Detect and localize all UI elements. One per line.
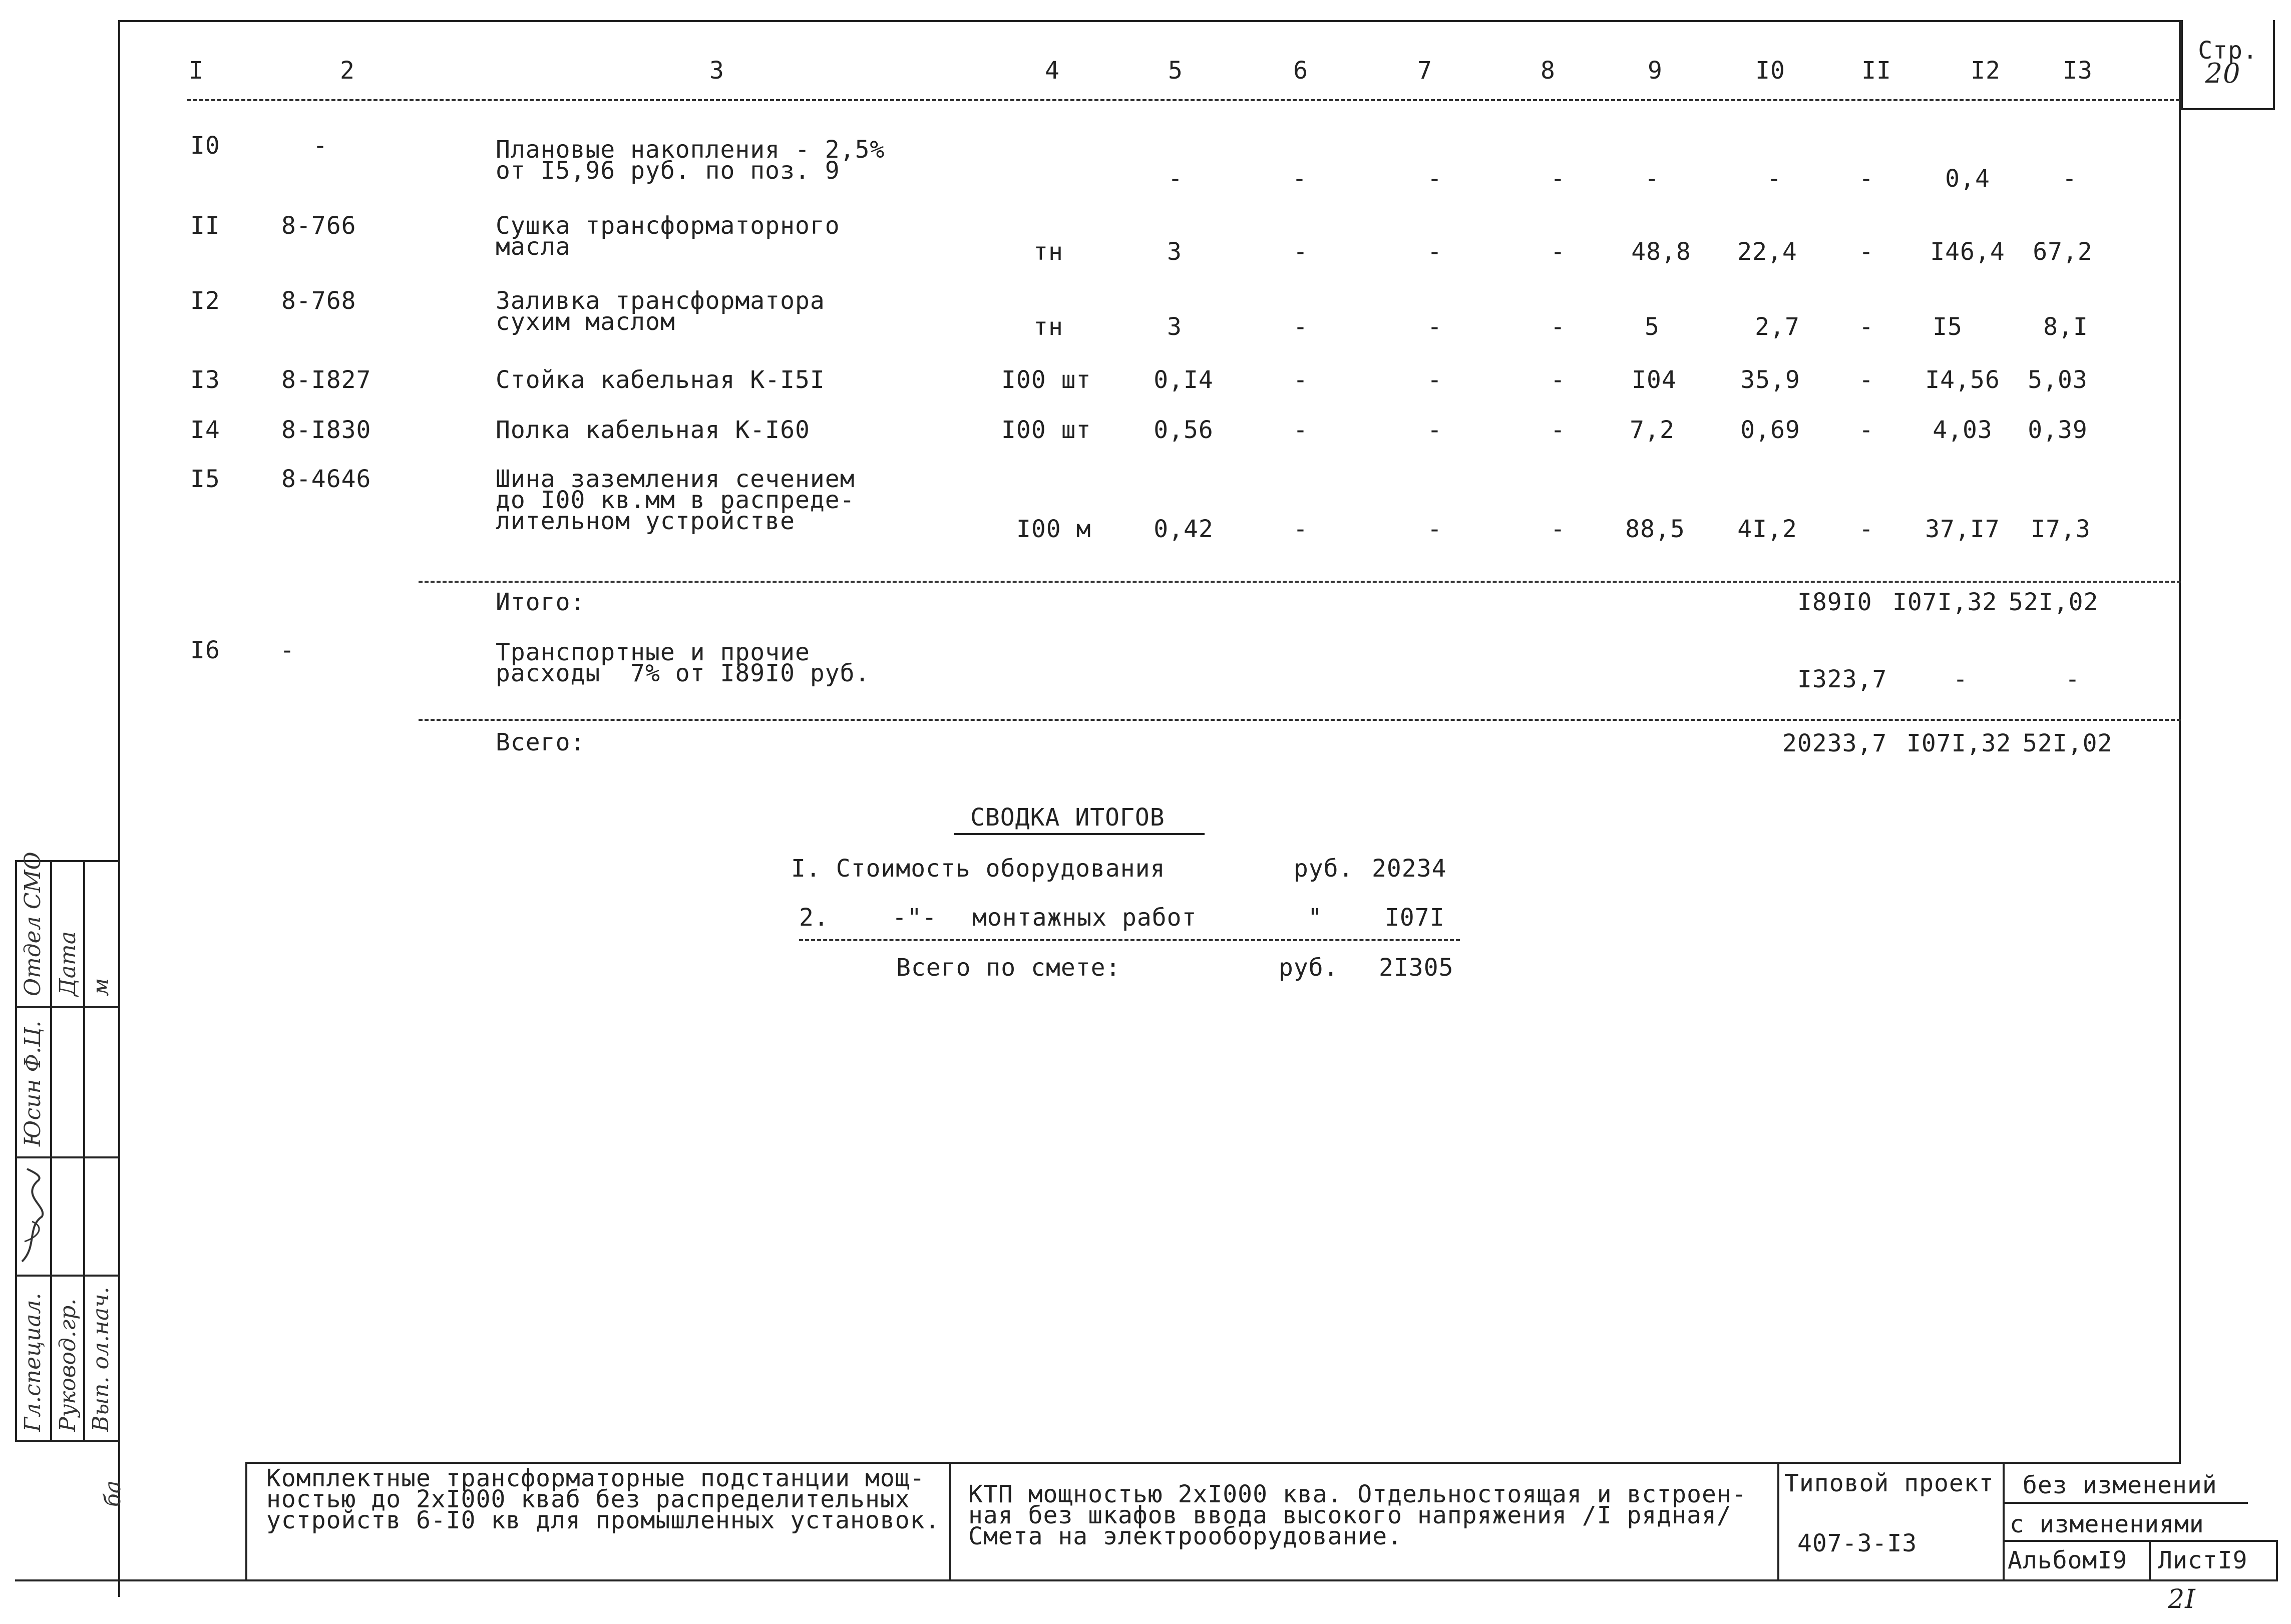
- title-block-bottom: [245, 1579, 2278, 1581]
- cell-c7: -: [1427, 165, 1442, 193]
- cell-qty: 0,56: [1154, 416, 1214, 444]
- side-stamp-col1: [50, 860, 52, 1441]
- col-header-3: 3: [709, 57, 724, 85]
- title-block-div2: [949, 1462, 951, 1581]
- page-stamp-label: Стр.: [2198, 37, 2258, 65]
- cell-c13: 67,2: [2033, 238, 2093, 266]
- cell-c12: I5: [1933, 313, 1963, 341]
- title-block-sheet: ЛистI9: [2158, 1546, 2248, 1574]
- summary-separator-line: [799, 939, 1460, 941]
- cell-unit: I00 м: [1016, 515, 1091, 543]
- side-stamp-m: м: [88, 978, 114, 996]
- row-code: 8-766: [281, 212, 356, 240]
- summary-line2-num: 2.: [799, 904, 829, 932]
- cell-c11: -: [1859, 313, 1874, 341]
- cell-c11: -: [1859, 515, 1874, 543]
- row-desc-line: до I00 кв.мм в распреде-: [496, 486, 855, 514]
- cell-unit: тн: [1033, 238, 1063, 266]
- cell-c13: I7,3: [2031, 515, 2091, 543]
- row-no: I6: [190, 636, 220, 664]
- summary-total-label: Всего по смете:: [896, 954, 1121, 982]
- row-desc-line: расходы 7% от I89I0 руб.: [496, 659, 870, 687]
- title-block-right: [2276, 1540, 2278, 1581]
- itogo-c12: I07I,32: [1892, 588, 1998, 616]
- cell-c8: -: [1551, 165, 1566, 193]
- row-desc-line: Сушка трансформаторного: [496, 212, 840, 240]
- side-stamp-left: [15, 860, 17, 1441]
- frame-left-border: [118, 20, 120, 1597]
- row-desc-line: лительном устройстве: [496, 507, 795, 535]
- vsego-label: Всего:: [496, 728, 586, 756]
- title-block-div4: [2003, 1462, 2005, 1581]
- cell-c7: -: [1427, 313, 1442, 341]
- row-no: II: [190, 212, 220, 240]
- cell-c8: -: [1551, 416, 1566, 444]
- row-desc-line: Стойка кабельная К-I5I: [496, 366, 825, 394]
- col-header-13: I3: [2063, 57, 2093, 85]
- itogo-separator-line: [419, 581, 2181, 583]
- title-block-description-line: устройств 6-I0 кв для промышленных установок.: [266, 1506, 940, 1534]
- row-desc-line: от I5,96 руб. по поз. 9: [496, 157, 840, 185]
- cell-c7: -: [1427, 416, 1442, 444]
- col-header-5: 5: [1168, 57, 1183, 85]
- cell-c9: 5: [1645, 313, 1660, 341]
- cell-c11: -: [1859, 238, 1874, 266]
- cell-unit: I00 шт: [1001, 416, 1091, 444]
- cell-c10: 35,9: [1740, 366, 1800, 394]
- row-code: 8-4646: [281, 465, 371, 493]
- title-block-project-line: ная без шкафов ввода высокого напряжения /I рядная/: [968, 1501, 1732, 1529]
- cell-c6: -: [1168, 165, 1183, 193]
- cell-c10: -: [1767, 165, 1782, 193]
- summary-line1-value: 20234: [1372, 855, 1447, 883]
- cell-c12: 4,03: [1933, 416, 1993, 444]
- row-code: -: [280, 636, 295, 664]
- side-stamp-data: Дата: [55, 931, 81, 996]
- summary-total-value: 2I305: [1379, 954, 1454, 982]
- row-no: I2: [190, 287, 220, 315]
- title-block-top: [245, 1462, 2181, 1464]
- cell-unit: тн: [1033, 313, 1063, 341]
- cell-c13: 5,03: [2028, 366, 2088, 394]
- summary-line2-value: I07I: [1385, 904, 1445, 932]
- row-code: 8-I827: [281, 366, 371, 394]
- row-desc-line: Заливка трансформатора: [496, 287, 825, 315]
- col-header-4: 4: [1045, 57, 1060, 85]
- title-block-album: АльбомI9: [2008, 1546, 2128, 1574]
- cell-qty: 0,42: [1154, 515, 1214, 543]
- vsego-c11: 20233,7: [1782, 729, 1887, 757]
- cell-c9: 48,8: [1631, 238, 1691, 266]
- title-block-project-line: КТП мощностью 2хI000 ква. Отдельностоящая и встроен-: [968, 1480, 1747, 1508]
- summary-line1-label: I. Стоимость оборудования: [791, 855, 1166, 883]
- stamp-box-left: [2181, 20, 2183, 110]
- cell-c10: 4I,2: [1737, 515, 1797, 543]
- vsego-c12: I07I,32: [1906, 729, 2012, 757]
- side-stamp-ba: ба: [100, 1480, 126, 1507]
- row-desc-line: сухим маслом: [496, 308, 675, 336]
- cell-c7: -: [1427, 238, 1442, 266]
- cell-qty: 0,I4: [1154, 366, 1214, 394]
- side-stamp-yusin: Юсин Ф.Ц.: [20, 1020, 46, 1146]
- row-code: -: [313, 132, 328, 160]
- side-stamp-row3: [15, 1275, 120, 1277]
- side-stamp-gl-spec: Гл.специал.: [20, 1293, 46, 1432]
- cell-c8: -: [1551, 515, 1566, 543]
- itogo-c13: 52I,02: [2009, 588, 2099, 616]
- col-header-6: 6: [1293, 57, 1308, 85]
- summary-line2-ditto: -"-: [892, 904, 937, 932]
- stamp-box-bottom: [2181, 108, 2275, 110]
- title-block-description-line: Комплектные трансформаторные подстанции мощ-: [266, 1464, 925, 1492]
- vsego-separator-line: [419, 719, 2181, 721]
- title-block-div1: [245, 1462, 247, 1581]
- col-header-11: II: [1861, 57, 1891, 85]
- cell-c13: -: [2062, 165, 2077, 193]
- cell-c13: 0,39: [2028, 416, 2088, 444]
- summary-total-unit: руб.: [1279, 954, 1339, 982]
- cell-c9: -: [1645, 165, 1660, 193]
- title-block-bez: без изменений: [2023, 1471, 2217, 1499]
- cell-c10: 2,7: [1755, 313, 1800, 341]
- cell-c6: -: [1292, 165, 1307, 193]
- row-no: I3: [190, 366, 220, 394]
- row-desc-line: Полка кабельная К-I60: [496, 416, 810, 444]
- cell-c8: -: [1551, 366, 1566, 394]
- cell-c11: -: [1859, 366, 1874, 394]
- cell-unit: I00 шт: [1001, 366, 1091, 394]
- header-separator-line: [187, 99, 2180, 101]
- cell-c12: 37,I7: [1925, 515, 2000, 543]
- title-block-div3: [1777, 1462, 1779, 1581]
- frame-right-border: [2179, 20, 2181, 1462]
- cell-c9: I04: [1632, 366, 1677, 394]
- title-block-row-a: [2003, 1502, 2248, 1504]
- cell-c6: -: [1293, 366, 1308, 394]
- col-header-1: I: [189, 57, 204, 85]
- cell-qty: 3: [1167, 313, 1182, 341]
- signature-mark: [17, 1166, 52, 1267]
- summary-line2-label: монтажных работ: [972, 904, 1197, 932]
- cell-c10: 22,4: [1737, 238, 1797, 266]
- col-header-10: I0: [1755, 57, 1785, 85]
- side-stamp-row4: [15, 1440, 120, 1442]
- stamp-box-right: [2273, 20, 2275, 110]
- row-desc-line: Транспортные и прочие: [496, 638, 810, 666]
- cell-c12: I46,4: [1930, 238, 2005, 266]
- side-stamp-row2: [15, 1156, 120, 1158]
- col-header-2: 2: [340, 57, 355, 85]
- side-stamp-col2: [83, 860, 85, 1441]
- cell-c8: -: [1551, 313, 1566, 341]
- col-header-8: 8: [1541, 57, 1556, 85]
- itogo-c11: I89I0: [1797, 588, 1872, 616]
- row-no: I5: [190, 465, 220, 493]
- row-desc-line: Шина заземления сечением: [496, 465, 855, 493]
- title-block-row-b: [2003, 1540, 2278, 1542]
- transport-c12: -: [1953, 665, 1968, 693]
- cell-c11: -: [1859, 165, 1874, 193]
- cell-c8: -: [1551, 238, 1566, 266]
- page-number-bottom: 2I: [2168, 1584, 2196, 1614]
- summary-title: СВОДКА ИТОГОВ: [970, 803, 1165, 832]
- cell-c12: 0,4: [1945, 165, 1990, 193]
- row-no: I0: [190, 132, 220, 160]
- col-header-7: 7: [1417, 57, 1432, 85]
- row-code: 8-768: [281, 287, 356, 315]
- page-stamp-number: 20: [2205, 58, 2241, 89]
- cell-c6: -: [1293, 515, 1308, 543]
- title-block-project-line: Смета на электрооборудование.: [968, 1522, 1403, 1550]
- row-no: I4: [190, 416, 220, 444]
- side-stamp-vyp: Вып. ол.нач.: [88, 1287, 114, 1432]
- title-block-div5: [2149, 1540, 2151, 1581]
- summary-line1-unit: руб.: [1294, 855, 1354, 883]
- cell-c6: -: [1293, 238, 1308, 266]
- cell-c13: 8,I: [2043, 313, 2088, 341]
- title-block-description-line: ностью до 2хI000 кваб без распределительных: [266, 1485, 910, 1513]
- cell-c10: 0,69: [1740, 416, 1800, 444]
- frame-top-border: [118, 20, 2181, 22]
- cell-c6: -: [1293, 416, 1308, 444]
- cell-qty: 3: [1167, 238, 1182, 266]
- side-stamp-otdel: Отдел СМО: [20, 852, 46, 996]
- row-code: 8-I830: [281, 416, 371, 444]
- cell-c7: -: [1427, 366, 1442, 394]
- side-stamp-row1: [15, 1006, 120, 1008]
- cell-c9: 7,2: [1630, 416, 1675, 444]
- transport-c11: I323,7: [1797, 665, 1887, 693]
- side-stamp-ruk: Руковод.гр.: [55, 1298, 81, 1432]
- title-block-tipovoy-label: Типовой проект: [1784, 1469, 1994, 1497]
- col-header-9: 9: [1648, 57, 1663, 85]
- cell-c11: -: [1859, 416, 1874, 444]
- title-block-project-number: 407-3-I3: [1797, 1529, 1918, 1557]
- row-desc-line: Плановые накопления - 2,5%: [496, 136, 885, 164]
- cell-c7: -: [1427, 515, 1442, 543]
- cell-c12: I4,56: [1925, 366, 2000, 394]
- summary-line2-unit: ": [1308, 904, 1323, 932]
- transport-c13: -: [2065, 665, 2080, 693]
- vsego-c13: 52I,02: [2023, 729, 2113, 757]
- summary-title-underline: [954, 833, 1205, 835]
- col-header-12: I2: [1971, 57, 2001, 85]
- title-block-s: с изменениями: [2010, 1510, 2204, 1538]
- itogo-label: Итого:: [496, 588, 586, 616]
- cell-c9: 88,5: [1625, 515, 1685, 543]
- cell-c6: -: [1293, 313, 1308, 341]
- row-desc-line: масла: [496, 233, 571, 261]
